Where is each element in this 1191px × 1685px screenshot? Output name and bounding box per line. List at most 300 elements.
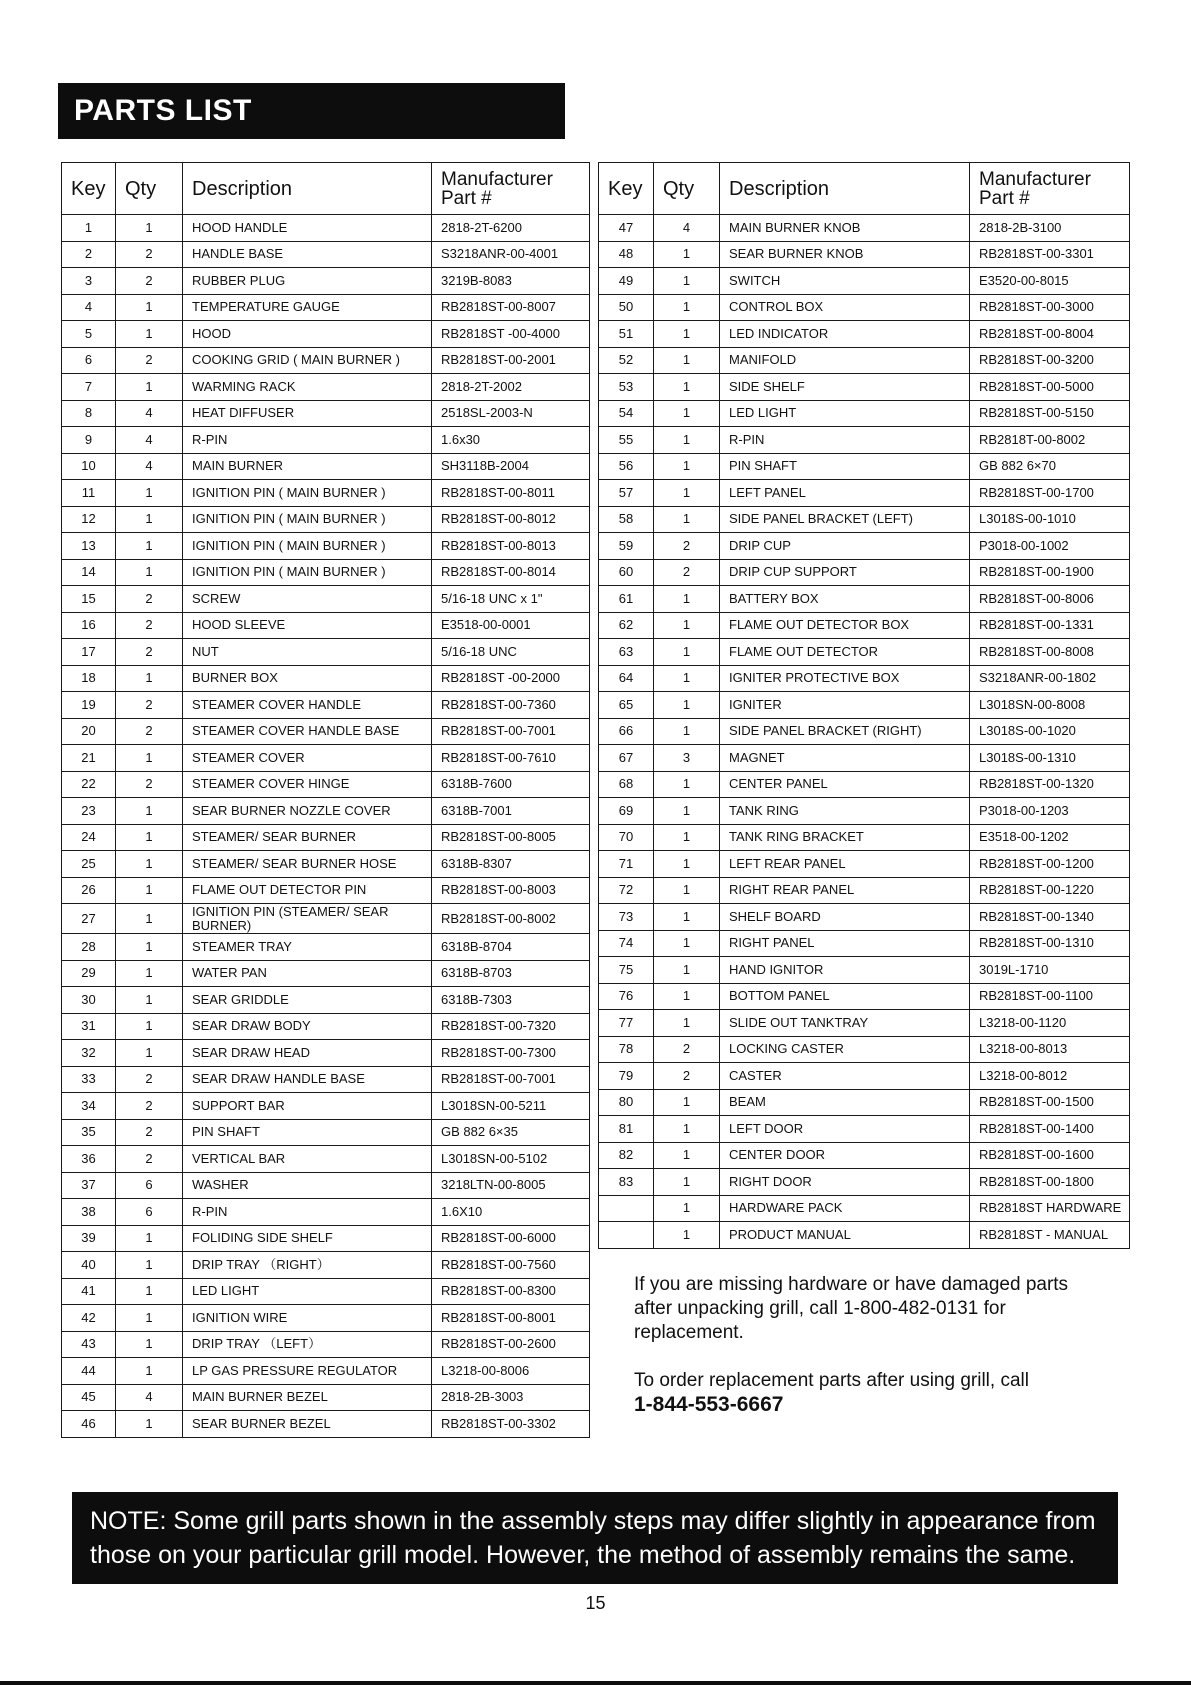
missing-parts-note: If you are missing hardware or have damaged parts after unpacking grill, call 1-800-482-0131 for replacement.	[634, 1274, 1069, 1343]
part-description: HARDWARE PACK	[720, 1195, 970, 1222]
part-number: RB2818ST-00-5000	[970, 374, 1130, 401]
part-qty: 2	[116, 241, 183, 268]
table-row	[599, 1195, 1130, 1222]
part-number: RB2818ST - MANUAL	[970, 1222, 1130, 1249]
part-number: RB2818ST-00-3301	[970, 241, 1130, 268]
table-row	[62, 1172, 590, 1199]
header-description: Description	[720, 163, 970, 215]
table-row	[62, 1411, 590, 1438]
bottom-rule	[0, 1681, 1191, 1685]
part-description: SCREW	[183, 586, 432, 613]
table-row	[62, 294, 590, 321]
part-number: RB2818ST-00-8008	[970, 639, 1130, 666]
part-qty: 1	[116, 480, 183, 507]
part-number: RB2818ST HARDWARE	[970, 1195, 1130, 1222]
part-qty: 1	[116, 506, 183, 533]
table-row	[62, 1093, 590, 1120]
table-row	[599, 612, 1130, 639]
part-key: 70	[599, 824, 654, 851]
table-row	[599, 824, 1130, 851]
part-number: RB2818ST-00-1100	[970, 983, 1130, 1010]
part-qty: 1	[116, 987, 183, 1014]
part-description: RIGHT PANEL	[720, 930, 970, 957]
part-key: 60	[599, 559, 654, 586]
part-qty: 4	[116, 453, 183, 480]
part-qty: 2	[654, 1036, 720, 1063]
part-key: 51	[599, 321, 654, 348]
part-description: PIN SHAFT	[183, 1119, 432, 1146]
table-row	[62, 877, 590, 904]
table-row	[62, 798, 590, 825]
replacement-info	[634, 1273, 1104, 1441]
parts-table-left-body	[62, 215, 590, 1438]
part-key: 83	[599, 1169, 654, 1196]
part-key: 12	[62, 506, 116, 533]
part-number: L3018SN-00-5211	[432, 1093, 590, 1120]
part-qty: 1	[116, 1331, 183, 1358]
part-qty: 1	[116, 665, 183, 692]
part-key: 54	[599, 400, 654, 427]
part-number: L3018SN-00-5102	[432, 1146, 590, 1173]
part-description: DRIP TRAY （LEFT）	[183, 1331, 432, 1358]
table-row	[62, 987, 590, 1014]
part-key: 77	[599, 1010, 654, 1037]
part-qty: 1	[654, 692, 720, 719]
table-row	[62, 215, 590, 242]
part-number: RB2818ST-00-7001	[432, 718, 590, 745]
part-description: WASHER	[183, 1172, 432, 1199]
part-description: R-PIN	[720, 427, 970, 454]
part-qty: 1	[116, 877, 183, 904]
part-qty: 1	[116, 294, 183, 321]
part-description: CASTER	[720, 1063, 970, 1090]
part-description: STEAMER/ SEAR BURNER HOSE	[183, 851, 432, 878]
part-description: NUT	[183, 639, 432, 666]
part-number: RB2818ST-00-7300	[432, 1040, 590, 1067]
part-key: 43	[62, 1331, 116, 1358]
part-key: 59	[599, 533, 654, 560]
part-number: 5/16-18 UNC x 1"	[432, 586, 590, 613]
part-number: SH3118B-2004	[432, 453, 590, 480]
part-key: 39	[62, 1225, 116, 1252]
part-description: IGNITION PIN ( MAIN BURNER )	[183, 506, 432, 533]
part-key: 11	[62, 480, 116, 507]
part-description: WATER PAN	[183, 960, 432, 987]
table-row	[62, 1331, 590, 1358]
part-key: 13	[62, 533, 116, 560]
part-number: E3520-00-8015	[970, 268, 1130, 295]
part-qty: 1	[654, 453, 720, 480]
part-number: RB2818ST-00-7320	[432, 1013, 590, 1040]
part-number: S3218ANR-00-4001	[432, 241, 590, 268]
part-number: 6318B-7303	[432, 987, 590, 1014]
table-row	[62, 692, 590, 719]
part-description: STEAMER COVER HANDLE	[183, 692, 432, 719]
part-key: 68	[599, 771, 654, 798]
part-key: 48	[599, 241, 654, 268]
part-number: S3218ANR-00-1802	[970, 665, 1130, 692]
table-row	[599, 586, 1130, 613]
part-number: RB2818ST-00-8002	[432, 904, 590, 934]
part-description: SIDE PANEL BRACKET (LEFT)	[720, 506, 970, 533]
part-key: 8	[62, 400, 116, 427]
part-key: 30	[62, 987, 116, 1014]
table-row	[599, 904, 1130, 931]
part-qty: 1	[116, 1411, 183, 1438]
part-qty: 1	[654, 1169, 720, 1196]
part-key: 58	[599, 506, 654, 533]
part-number: RB2818ST-00-8013	[432, 533, 590, 560]
parts-table-left	[61, 162, 590, 1438]
part-qty: 2	[116, 692, 183, 719]
part-key: 16	[62, 612, 116, 639]
part-qty: 1	[654, 1195, 720, 1222]
part-description: SEAR GRIDDLE	[183, 987, 432, 1014]
table-row	[62, 1252, 590, 1279]
part-key: 2	[62, 241, 116, 268]
part-key: 55	[599, 427, 654, 454]
part-number: GB 882 6×70	[970, 453, 1130, 480]
part-key: 67	[599, 745, 654, 772]
part-description: HEAT DIFFUSER	[183, 400, 432, 427]
part-description: MAIN BURNER KNOB	[720, 215, 970, 242]
part-description: HOOD SLEEVE	[183, 612, 432, 639]
page-number: 15	[585, 1593, 606, 1613]
assembly-note-text: NOTE: Some grill parts shown in the assembly steps may differ slightly in appearance from those on your particular grill model. However, the method of assembly remains the same.	[90, 1507, 1096, 1569]
part-description: R-PIN	[183, 427, 432, 454]
part-key: 28	[62, 934, 116, 961]
part-key: 66	[599, 718, 654, 745]
part-key: 32	[62, 1040, 116, 1067]
table-row	[62, 241, 590, 268]
part-qty: 1	[654, 321, 720, 348]
part-description: COOKING GRID ( MAIN BURNER )	[183, 347, 432, 374]
part-qty: 1	[116, 215, 183, 242]
table-row	[62, 1013, 590, 1040]
table-row	[599, 321, 1130, 348]
part-qty: 3	[654, 745, 720, 772]
table-row	[62, 453, 590, 480]
header-description: Description	[183, 163, 432, 215]
part-key: 10	[62, 453, 116, 480]
part-key	[599, 1222, 654, 1249]
table-row	[62, 1384, 590, 1411]
part-key: 17	[62, 639, 116, 666]
part-qty: 1	[654, 983, 720, 1010]
part-number: RB2818ST-00-5150	[970, 400, 1130, 427]
part-key: 29	[62, 960, 116, 987]
table-row	[62, 851, 590, 878]
part-number: RB2818ST-00-1800	[970, 1169, 1130, 1196]
table-row	[62, 771, 590, 798]
part-description: IGNITION PIN (STEAMER/ SEAR BURNER)	[183, 904, 432, 934]
part-qty: 4	[116, 400, 183, 427]
part-key: 72	[599, 877, 654, 904]
part-description: DRIP CUP	[720, 533, 970, 560]
part-qty: 1	[654, 877, 720, 904]
part-number: RB2818ST -00-4000	[432, 321, 590, 348]
part-description: DRIP TRAY （RIGHT）	[183, 1252, 432, 1279]
part-description: RIGHT DOOR	[720, 1169, 970, 1196]
order-parts-note	[634, 1369, 1104, 1417]
part-key: 63	[599, 639, 654, 666]
part-qty: 2	[654, 533, 720, 560]
part-key: 23	[62, 798, 116, 825]
part-description: BOTTOM PANEL	[720, 983, 970, 1010]
part-description: CENTER PANEL	[720, 771, 970, 798]
part-description: HOOD HANDLE	[183, 215, 432, 242]
part-qty: 1	[654, 639, 720, 666]
part-description: DRIP CUP SUPPORT	[720, 559, 970, 586]
part-key: 7	[62, 374, 116, 401]
part-number: 3218LTN-00-8005	[432, 1172, 590, 1199]
part-key: 53	[599, 374, 654, 401]
part-qty: 1	[116, 1305, 183, 1332]
part-qty: 1	[654, 1116, 720, 1143]
part-key: 78	[599, 1036, 654, 1063]
part-qty: 2	[116, 1066, 183, 1093]
part-qty: 1	[654, 798, 720, 825]
part-key: 35	[62, 1119, 116, 1146]
part-number: 6318B-7001	[432, 798, 590, 825]
part-description: STEAMER COVER HANDLE BASE	[183, 718, 432, 745]
part-description: FLAME OUT DETECTOR BOX	[720, 612, 970, 639]
part-qty: 2	[116, 1146, 183, 1173]
table-row	[599, 347, 1130, 374]
parts-list-title-bar	[58, 83, 565, 139]
table-row	[599, 718, 1130, 745]
table-row	[599, 983, 1130, 1010]
part-number: RB2818ST-00-7560	[432, 1252, 590, 1279]
part-key	[599, 1195, 654, 1222]
part-description: TANK RING	[720, 798, 970, 825]
part-qty: 1	[116, 1040, 183, 1067]
part-key: 31	[62, 1013, 116, 1040]
part-number: RB2818ST-00-1200	[970, 851, 1130, 878]
part-number: 2518SL-2003-N	[432, 400, 590, 427]
part-qty: 1	[654, 294, 720, 321]
part-qty: 1	[654, 1010, 720, 1037]
part-qty: 1	[116, 533, 183, 560]
part-number: 2818-2T-2002	[432, 374, 590, 401]
header-key: Key	[62, 163, 116, 215]
part-qty: 1	[116, 559, 183, 586]
part-qty: 2	[654, 1063, 720, 1090]
part-number: 1.6X10	[432, 1199, 590, 1226]
part-key: 74	[599, 930, 654, 957]
part-key: 38	[62, 1199, 116, 1226]
table-row	[62, 960, 590, 987]
part-qty: 6	[116, 1199, 183, 1226]
part-description: SEAR BURNER BEZEL	[183, 1411, 432, 1438]
part-number: 1.6x30	[432, 427, 590, 454]
part-qty: 2	[116, 771, 183, 798]
part-number: RB2818ST-00-1900	[970, 559, 1130, 586]
table-row	[62, 321, 590, 348]
table-row	[62, 904, 590, 934]
table-row	[62, 1040, 590, 1067]
header-manufacturer-part: Manufacturer Part #	[970, 163, 1130, 215]
table-row	[599, 1142, 1130, 1169]
part-description: STEAMER TRAY	[183, 934, 432, 961]
parts-table-right	[598, 162, 1130, 1249]
table-row	[599, 692, 1130, 719]
part-description: STEAMER COVER	[183, 745, 432, 772]
table-row	[599, 957, 1130, 984]
part-description: SEAR BURNER KNOB	[720, 241, 970, 268]
part-number: L3018S-00-1020	[970, 718, 1130, 745]
part-key: 21	[62, 745, 116, 772]
part-key: 49	[599, 268, 654, 295]
part-key: 79	[599, 1063, 654, 1090]
order-phone-number: 1-844-553-6667	[634, 1393, 784, 1416]
part-number: 6318B-8704	[432, 934, 590, 961]
part-key: 56	[599, 453, 654, 480]
table-row	[599, 559, 1130, 586]
part-key: 41	[62, 1278, 116, 1305]
part-number: RB2818ST-00-8007	[432, 294, 590, 321]
part-key: 9	[62, 427, 116, 454]
part-qty: 2	[116, 1093, 183, 1120]
table-row	[599, 1089, 1130, 1116]
part-description: LED LIGHT	[720, 400, 970, 427]
part-description: IGNITION PIN ( MAIN BURNER )	[183, 480, 432, 507]
part-number: L3018S-00-1010	[970, 506, 1130, 533]
part-number: RB2818ST-00-1700	[970, 480, 1130, 507]
part-number: 6318B-7600	[432, 771, 590, 798]
part-description: SWITCH	[720, 268, 970, 295]
part-qty: 1	[116, 824, 183, 851]
part-key: 80	[599, 1089, 654, 1116]
table-row	[599, 1222, 1130, 1249]
table-row	[62, 1199, 590, 1226]
table-row	[62, 427, 590, 454]
part-key: 34	[62, 1093, 116, 1120]
part-key: 19	[62, 692, 116, 719]
part-qty: 4	[654, 215, 720, 242]
part-qty: 1	[654, 374, 720, 401]
part-key: 42	[62, 1305, 116, 1332]
part-key: 20	[62, 718, 116, 745]
part-number: RB2818ST-00-8014	[432, 559, 590, 586]
part-number: RB2818ST-00-1600	[970, 1142, 1130, 1169]
table-row	[62, 347, 590, 374]
page-title: PARTS LIST	[74, 94, 252, 127]
part-number: L3018SN-00-8008	[970, 692, 1130, 719]
part-description: TANK RING BRACKET	[720, 824, 970, 851]
part-qty: 2	[116, 347, 183, 374]
part-key: 27	[62, 904, 116, 934]
parts-table-right-body	[599, 215, 1130, 1249]
table-row	[62, 1066, 590, 1093]
part-key: 5	[62, 321, 116, 348]
part-key: 22	[62, 771, 116, 798]
table-row	[599, 877, 1130, 904]
part-number: RB2818ST-00-8006	[970, 586, 1130, 613]
part-number: E3518-00-1202	[970, 824, 1130, 851]
part-description: BEAM	[720, 1089, 970, 1116]
part-qty: 4	[116, 1384, 183, 1411]
part-key: 14	[62, 559, 116, 586]
table-row	[599, 400, 1130, 427]
table-row	[62, 480, 590, 507]
table-row	[599, 533, 1130, 560]
table-row	[62, 1358, 590, 1385]
part-key: 37	[62, 1172, 116, 1199]
part-description: SEAR DRAW BODY	[183, 1013, 432, 1040]
part-description: MAIN BURNER BEZEL	[183, 1384, 432, 1411]
part-qty: 1	[116, 1278, 183, 1305]
part-number: RB2818ST-00-8300	[432, 1278, 590, 1305]
table-row	[62, 718, 590, 745]
part-key: 26	[62, 877, 116, 904]
part-description: MANIFOLD	[720, 347, 970, 374]
part-qty: 1	[654, 665, 720, 692]
part-number: L3218-00-8013	[970, 1036, 1130, 1063]
part-number: L3218-00-8012	[970, 1063, 1130, 1090]
part-description: TEMPERATURE GAUGE	[183, 294, 432, 321]
part-key: 47	[599, 215, 654, 242]
part-number: RB2818ST-00-8003	[432, 877, 590, 904]
part-number: RB2818ST-00-6000	[432, 1225, 590, 1252]
part-key: 65	[599, 692, 654, 719]
header-qty: Qty	[654, 163, 720, 215]
part-description: LOCKING CASTER	[720, 1036, 970, 1063]
part-qty: 1	[116, 745, 183, 772]
part-key: 71	[599, 851, 654, 878]
part-number: RB2818ST-00-1340	[970, 904, 1130, 931]
table-row	[599, 241, 1130, 268]
table-row	[62, 1278, 590, 1305]
part-description: SIDE PANEL BRACKET (RIGHT)	[720, 718, 970, 745]
part-number: 2818-2B-3100	[970, 215, 1130, 242]
part-key: 33	[62, 1066, 116, 1093]
part-qty: 1	[116, 1225, 183, 1252]
part-qty: 1	[654, 427, 720, 454]
part-description: HAND IGNITOR	[720, 957, 970, 984]
part-qty: 1	[654, 1089, 720, 1116]
part-qty: 1	[116, 798, 183, 825]
part-number: RB2818ST-00-8001	[432, 1305, 590, 1332]
table-row	[599, 294, 1130, 321]
part-description: IGNITION PIN ( MAIN BURNER )	[183, 533, 432, 560]
table-row	[599, 639, 1130, 666]
part-number: RB2818ST-00-8005	[432, 824, 590, 851]
part-key: 82	[599, 1142, 654, 1169]
part-qty: 1	[654, 268, 720, 295]
part-description: FLAME OUT DETECTOR PIN	[183, 877, 432, 904]
part-description: MAGNET	[720, 745, 970, 772]
part-key: 50	[599, 294, 654, 321]
part-qty: 2	[116, 612, 183, 639]
part-key: 40	[62, 1252, 116, 1279]
part-description: IGNITION PIN ( MAIN BURNER )	[183, 559, 432, 586]
part-description: WARMING RACK	[183, 374, 432, 401]
part-qty: 1	[654, 904, 720, 931]
part-description: SUPPORT BAR	[183, 1093, 432, 1120]
part-key: 69	[599, 798, 654, 825]
part-key: 24	[62, 824, 116, 851]
part-qty: 1	[654, 1142, 720, 1169]
part-number: RB2818ST-00-8012	[432, 506, 590, 533]
part-number: RB2818ST-00-1400	[970, 1116, 1130, 1143]
part-qty: 1	[116, 1358, 183, 1385]
part-number: E3518-00-0001	[432, 612, 590, 639]
part-description: HOOD	[183, 321, 432, 348]
part-number: 6318B-8703	[432, 960, 590, 987]
part-number: RB2818ST-00-1331	[970, 612, 1130, 639]
part-number: L3018S-00-1310	[970, 745, 1130, 772]
